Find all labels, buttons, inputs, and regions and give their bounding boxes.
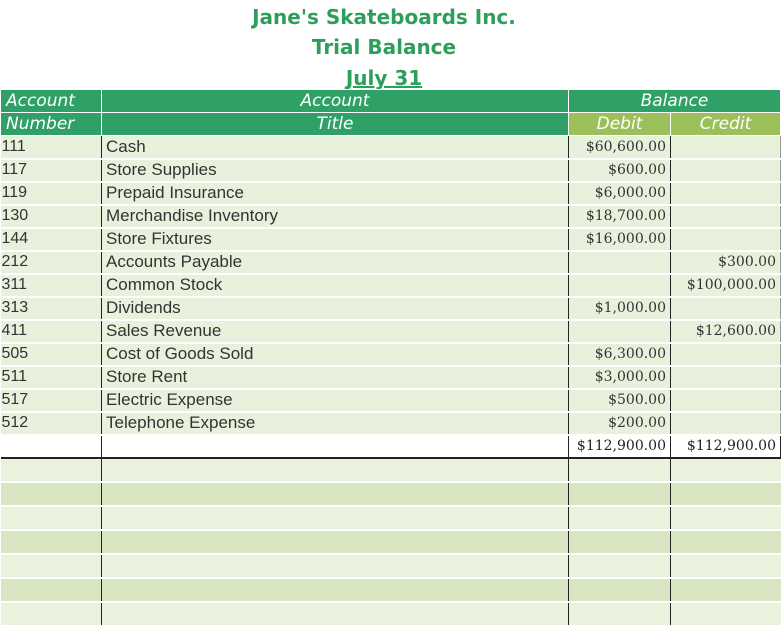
empty-cell [102,602,569,626]
debit-cell: $18,700.00 [569,205,671,228]
company-name: Jane's Skateboards Inc. [252,5,516,29]
account-title-cell: Telephone Expense [102,412,569,435]
empty-row [1,530,781,554]
empty-cell [671,578,781,602]
empty-cell [569,578,671,602]
credit-cell [671,182,781,205]
account-number-cell: 144 [1,228,102,251]
header-row-1 [1,90,781,113]
credit-cell [671,297,781,320]
report-title-block [0,0,783,89]
debit-cell [569,251,671,274]
account-number-cell: 119 [1,182,102,205]
empty-cell [102,482,569,506]
account-title-cell: Store Rent [102,366,569,389]
debit-cell: $6,000.00 [569,182,671,205]
empty-row [1,482,781,506]
account-number-cell: 117 [1,159,102,182]
credit-cell [671,389,781,412]
account-title-cell: Merchandise Inventory [102,205,569,228]
table-row [1,159,781,182]
table-row [1,205,781,228]
account-title-cell: Sales Revenue [102,320,569,343]
empty-cell [671,458,781,482]
debit-cell: $3,000.00 [569,366,671,389]
account-title-header-bottom: Title [102,113,569,136]
account-number-cell: 517 [1,389,102,412]
empty-cell [1,554,102,578]
empty-cell [569,602,671,626]
report-name: Trial Balance [311,35,457,59]
empty-cell [1,578,102,602]
empty-cell [1,482,102,506]
empty-cell [1,506,102,530]
account-title-header-top: Account [102,90,569,113]
credit-header: Credit [671,113,781,136]
report-date: July 31 [345,66,423,90]
totals-number-cell [1,435,102,458]
table-row [1,297,781,320]
balance-header: Balance [569,90,781,113]
table-row [1,251,781,274]
empty-cell [102,458,569,482]
account-title-cell: Store Supplies [102,159,569,182]
debit-cell: $200.00 [569,412,671,435]
credit-cell [671,159,781,182]
header-row-2 [1,113,781,136]
credit-cell [671,412,781,435]
credit-cell: $100,000.00 [671,274,781,297]
empty-cell [102,506,569,530]
account-title-cell: Cost of Goods Sold [102,343,569,366]
account-title-cell: Store Fixtures [102,228,569,251]
account-number-cell: 512 [1,412,102,435]
credit-cell [671,136,781,159]
empty-row [1,578,781,602]
debit-cell: $1,000.00 [569,297,671,320]
account-title-cell: Cash [102,136,569,159]
account-number-header-top: Account [1,90,102,113]
debit-cell: $6,300.00 [569,343,671,366]
totals-row [1,435,781,458]
credit-cell [671,343,781,366]
empty-row [1,458,781,482]
account-number-cell: 511 [1,366,102,389]
account-title-cell: Prepaid Insurance [102,182,569,205]
table-row [1,412,781,435]
empty-cell [102,554,569,578]
table-row [1,366,781,389]
table-row [1,389,781,412]
empty-cell [1,458,102,482]
account-title-cell: Common Stock [102,274,569,297]
empty-cell [671,530,781,554]
empty-cell [671,554,781,578]
account-number-cell: 130 [1,205,102,228]
empty-cell [671,602,781,626]
debit-cell: $60,600.00 [569,136,671,159]
totals-title-cell [102,435,569,458]
account-title-cell: Dividends [102,297,569,320]
account-number-cell: 311 [1,274,102,297]
empty-cell [569,530,671,554]
empty-row [1,554,781,578]
account-title-cell: Electric Expense [102,389,569,412]
table-row [1,228,781,251]
debit-cell: $500.00 [569,389,671,412]
account-number-cell: 313 [1,297,102,320]
account-title-cell: Accounts Payable [102,251,569,274]
table-row [1,136,781,159]
empty-cell [1,530,102,554]
debit-cell: $600.00 [569,159,671,182]
table-row [1,182,781,205]
table-row [1,343,781,366]
credit-cell: $12,600.00 [671,320,781,343]
credit-cell [671,205,781,228]
empty-cell [102,530,569,554]
empty-cell [671,506,781,530]
debit-cell: $16,000.00 [569,228,671,251]
debit-header: Debit [569,113,671,136]
trial-balance-table [0,89,781,627]
empty-cell [1,602,102,626]
debit-cell [569,320,671,343]
empty-row [1,506,781,530]
credit-cell: $300.00 [671,251,781,274]
empty-cell [569,458,671,482]
credit-cell [671,228,781,251]
total-debit-cell: $112,900.00 [569,435,671,458]
account-number-header-bottom: Number [1,113,102,136]
empty-cell [569,506,671,530]
debit-cell [569,274,671,297]
account-number-cell: 212 [1,251,102,274]
account-number-cell: 111 [1,136,102,159]
empty-cell [102,578,569,602]
total-credit-cell: $112,900.00 [671,435,781,458]
empty-cell [569,554,671,578]
table-row [1,274,781,297]
empty-row [1,602,781,626]
table-row [1,320,781,343]
credit-cell [671,366,781,389]
account-number-cell: 505 [1,343,102,366]
empty-cell [671,482,781,506]
empty-cell [569,482,671,506]
account-number-cell: 411 [1,320,102,343]
